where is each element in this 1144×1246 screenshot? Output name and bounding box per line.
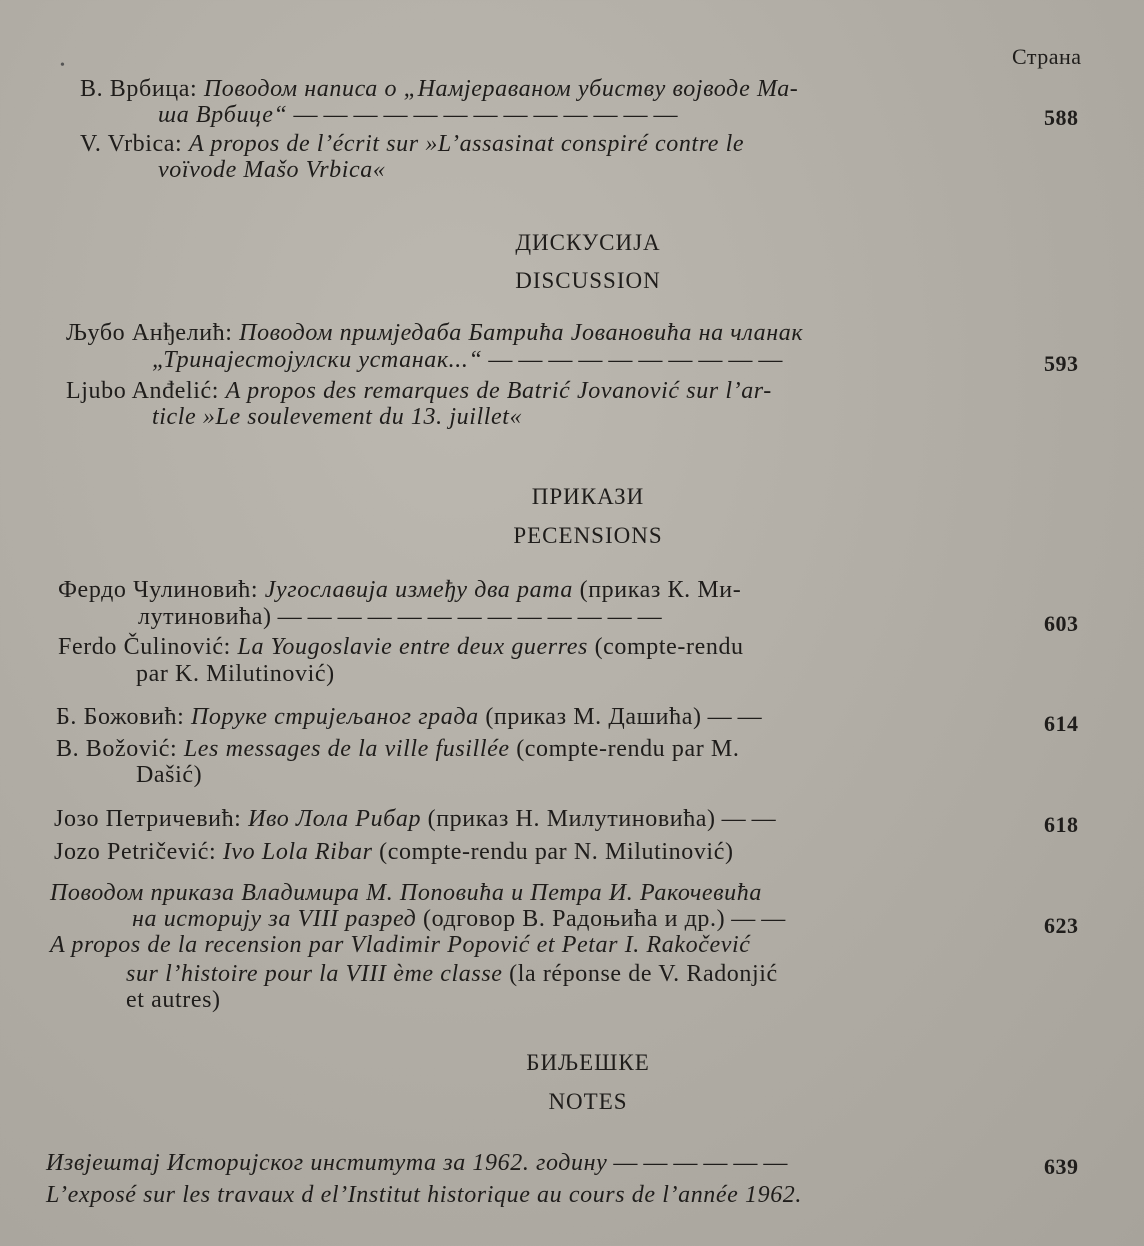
title: voïvode Mašo Vrbica« bbox=[158, 157, 386, 183]
note: par K. Milutinović) bbox=[136, 661, 335, 687]
review-culinovic-sr-line-2 bbox=[138, 604, 662, 630]
page-number: 614 bbox=[1044, 711, 1079, 736]
review-bozovic-fr-line-2 bbox=[136, 762, 202, 788]
section-heading-fr: NOTES bbox=[548, 1089, 628, 1114]
page-speck-mark: • bbox=[60, 58, 65, 73]
note: (приказ М. Дашића) bbox=[478, 704, 702, 730]
review-bozovic-fr-line-1 bbox=[56, 736, 739, 762]
review-reply-fr-line-3 bbox=[126, 987, 221, 1013]
title: Поруке стријељаног града bbox=[191, 704, 479, 730]
title: A propos de la recension par Vladimir Popović et Petar I. Rakočević bbox=[50, 932, 751, 958]
leader-dashes: — — — — — — — — — — bbox=[482, 347, 783, 373]
section-heading-sr: ПРИКАЗИ bbox=[531, 484, 645, 509]
author: Ljubo Anđelić: bbox=[66, 378, 226, 404]
author: Jozo Petričević: bbox=[54, 839, 223, 865]
author: V. Vrbica: bbox=[80, 131, 189, 157]
leader-dashes: — — — — — — bbox=[607, 1150, 788, 1176]
page-number: 618 bbox=[1044, 812, 1079, 837]
title: „Тринајестојулски устанак...“ bbox=[152, 347, 483, 373]
review-culinovic-sr-line-1 bbox=[58, 577, 741, 603]
note: Dašić) bbox=[136, 762, 203, 788]
section-heading-fr: DISCUSSION bbox=[515, 268, 661, 293]
review-reply-sr-line-2 bbox=[132, 906, 785, 932]
title: sur l’histoire pour la VIII ème classe bbox=[126, 961, 503, 987]
title: La Yougoslavie entre deux guerres bbox=[237, 634, 588, 660]
author: Фердо Чулиновић: bbox=[58, 577, 265, 603]
leader-dashes: — — bbox=[725, 906, 786, 932]
author: Ferdo Čulinović: bbox=[58, 634, 238, 660]
entry-vrbica-fr-line-2 bbox=[158, 157, 386, 183]
note: (приказ К. Ми- bbox=[573, 577, 742, 603]
section-heading-sr: ДИСКУСИЈА bbox=[515, 230, 661, 255]
author: Јозо Петричевић: bbox=[54, 806, 249, 832]
title: Југославија између два рата bbox=[264, 577, 574, 603]
review-reply-fr-line-2 bbox=[126, 961, 778, 987]
review-reply-sr-line-1 bbox=[50, 880, 762, 906]
note: (compte-rendu bbox=[587, 634, 744, 660]
section-heading-sr: БИЉЕШКЕ bbox=[526, 1050, 650, 1075]
review-bozovic-sr-line-1 bbox=[56, 704, 762, 730]
note: (одговор В. Радоњића и др.) bbox=[416, 906, 726, 932]
title: Извјештај Историјског института за 1962. годину bbox=[46, 1150, 608, 1176]
leader-dashes: — — bbox=[715, 806, 776, 832]
note: (приказ Н. Милутиновића) bbox=[421, 806, 716, 832]
leader-dashes: — — — — — — — — — — — — — bbox=[271, 604, 662, 630]
title: Поводом примједаба Батрића Јовановића на чланак bbox=[239, 320, 804, 346]
title: Иво Лола Рибар bbox=[248, 806, 422, 832]
title: Поводом приказа Владимира М. Поповића и Петра И. Ракочевића bbox=[50, 880, 762, 906]
note: (compte-rendu par M. bbox=[509, 736, 740, 762]
notes-report-fr-line bbox=[46, 1182, 802, 1208]
page-number: 588 bbox=[1044, 105, 1079, 130]
title: Ivo Lola Ribar bbox=[222, 839, 373, 865]
review-culinovic-fr-line-1 bbox=[58, 634, 744, 660]
title: Поводом написа о „Намјераваном убиству војводе Ма- bbox=[203, 76, 799, 102]
review-culinovic-fr-line-2 bbox=[136, 661, 335, 687]
entry-vrbica-fr-line-1 bbox=[80, 131, 744, 157]
note: (la réponse de V. Radonjić bbox=[502, 961, 778, 987]
leader-dashes: — — bbox=[701, 704, 762, 730]
entry-andjelic-fr-line-1 bbox=[66, 378, 772, 404]
title: A propos de l’écrit sur »L’assasinat conspiré contre le bbox=[188, 131, 745, 157]
title: Les messages de la ville fusillée bbox=[183, 736, 510, 762]
page-column-header: Страна bbox=[1012, 44, 1082, 69]
review-petricevic-sr-line-1 bbox=[54, 806, 776, 832]
entry-vrbica-sr-line-2 bbox=[158, 102, 677, 128]
note: et autres) bbox=[126, 987, 221, 1013]
author: Б. Божовић: bbox=[56, 704, 191, 730]
author: В. Врбица: bbox=[80, 76, 204, 102]
entry-vrbica-sr-line-1 bbox=[80, 76, 798, 102]
review-petricevic-fr-line-1 bbox=[54, 839, 734, 865]
title: ша Врбице“ bbox=[158, 102, 288, 128]
title: на историју за VIII разред bbox=[132, 906, 417, 932]
title: ticle »Le soulevement du 13. juillet« bbox=[152, 404, 523, 430]
section-heading-fr: PECENSIONS bbox=[513, 523, 663, 548]
page-number: 623 bbox=[1044, 913, 1079, 938]
note: лутиновића) bbox=[138, 604, 272, 630]
author: Љубо Анђелић: bbox=[66, 320, 240, 346]
entry-andjelic-sr-line-1 bbox=[66, 320, 803, 346]
page-number: 639 bbox=[1044, 1154, 1079, 1179]
entry-andjelic-fr-line-2 bbox=[152, 404, 522, 430]
page-number: 603 bbox=[1044, 611, 1079, 636]
review-reply-fr-line-1 bbox=[50, 932, 750, 958]
title: A propos des remarques de Batrić Jovanović sur l’ar- bbox=[225, 378, 772, 404]
page-number: 593 bbox=[1044, 351, 1079, 376]
leader-dashes: — — — — — — — — — — — — — bbox=[287, 102, 678, 128]
notes-report-sr-line bbox=[46, 1150, 787, 1176]
author: B. Božović: bbox=[56, 736, 184, 762]
note: (compte-rendu par N. Milutinović) bbox=[372, 839, 734, 865]
title: L’exposé sur les travaux d el’Institut historique au cours de l’année 1962. bbox=[46, 1182, 802, 1208]
entry-andjelic-sr-line-2 bbox=[152, 347, 782, 373]
